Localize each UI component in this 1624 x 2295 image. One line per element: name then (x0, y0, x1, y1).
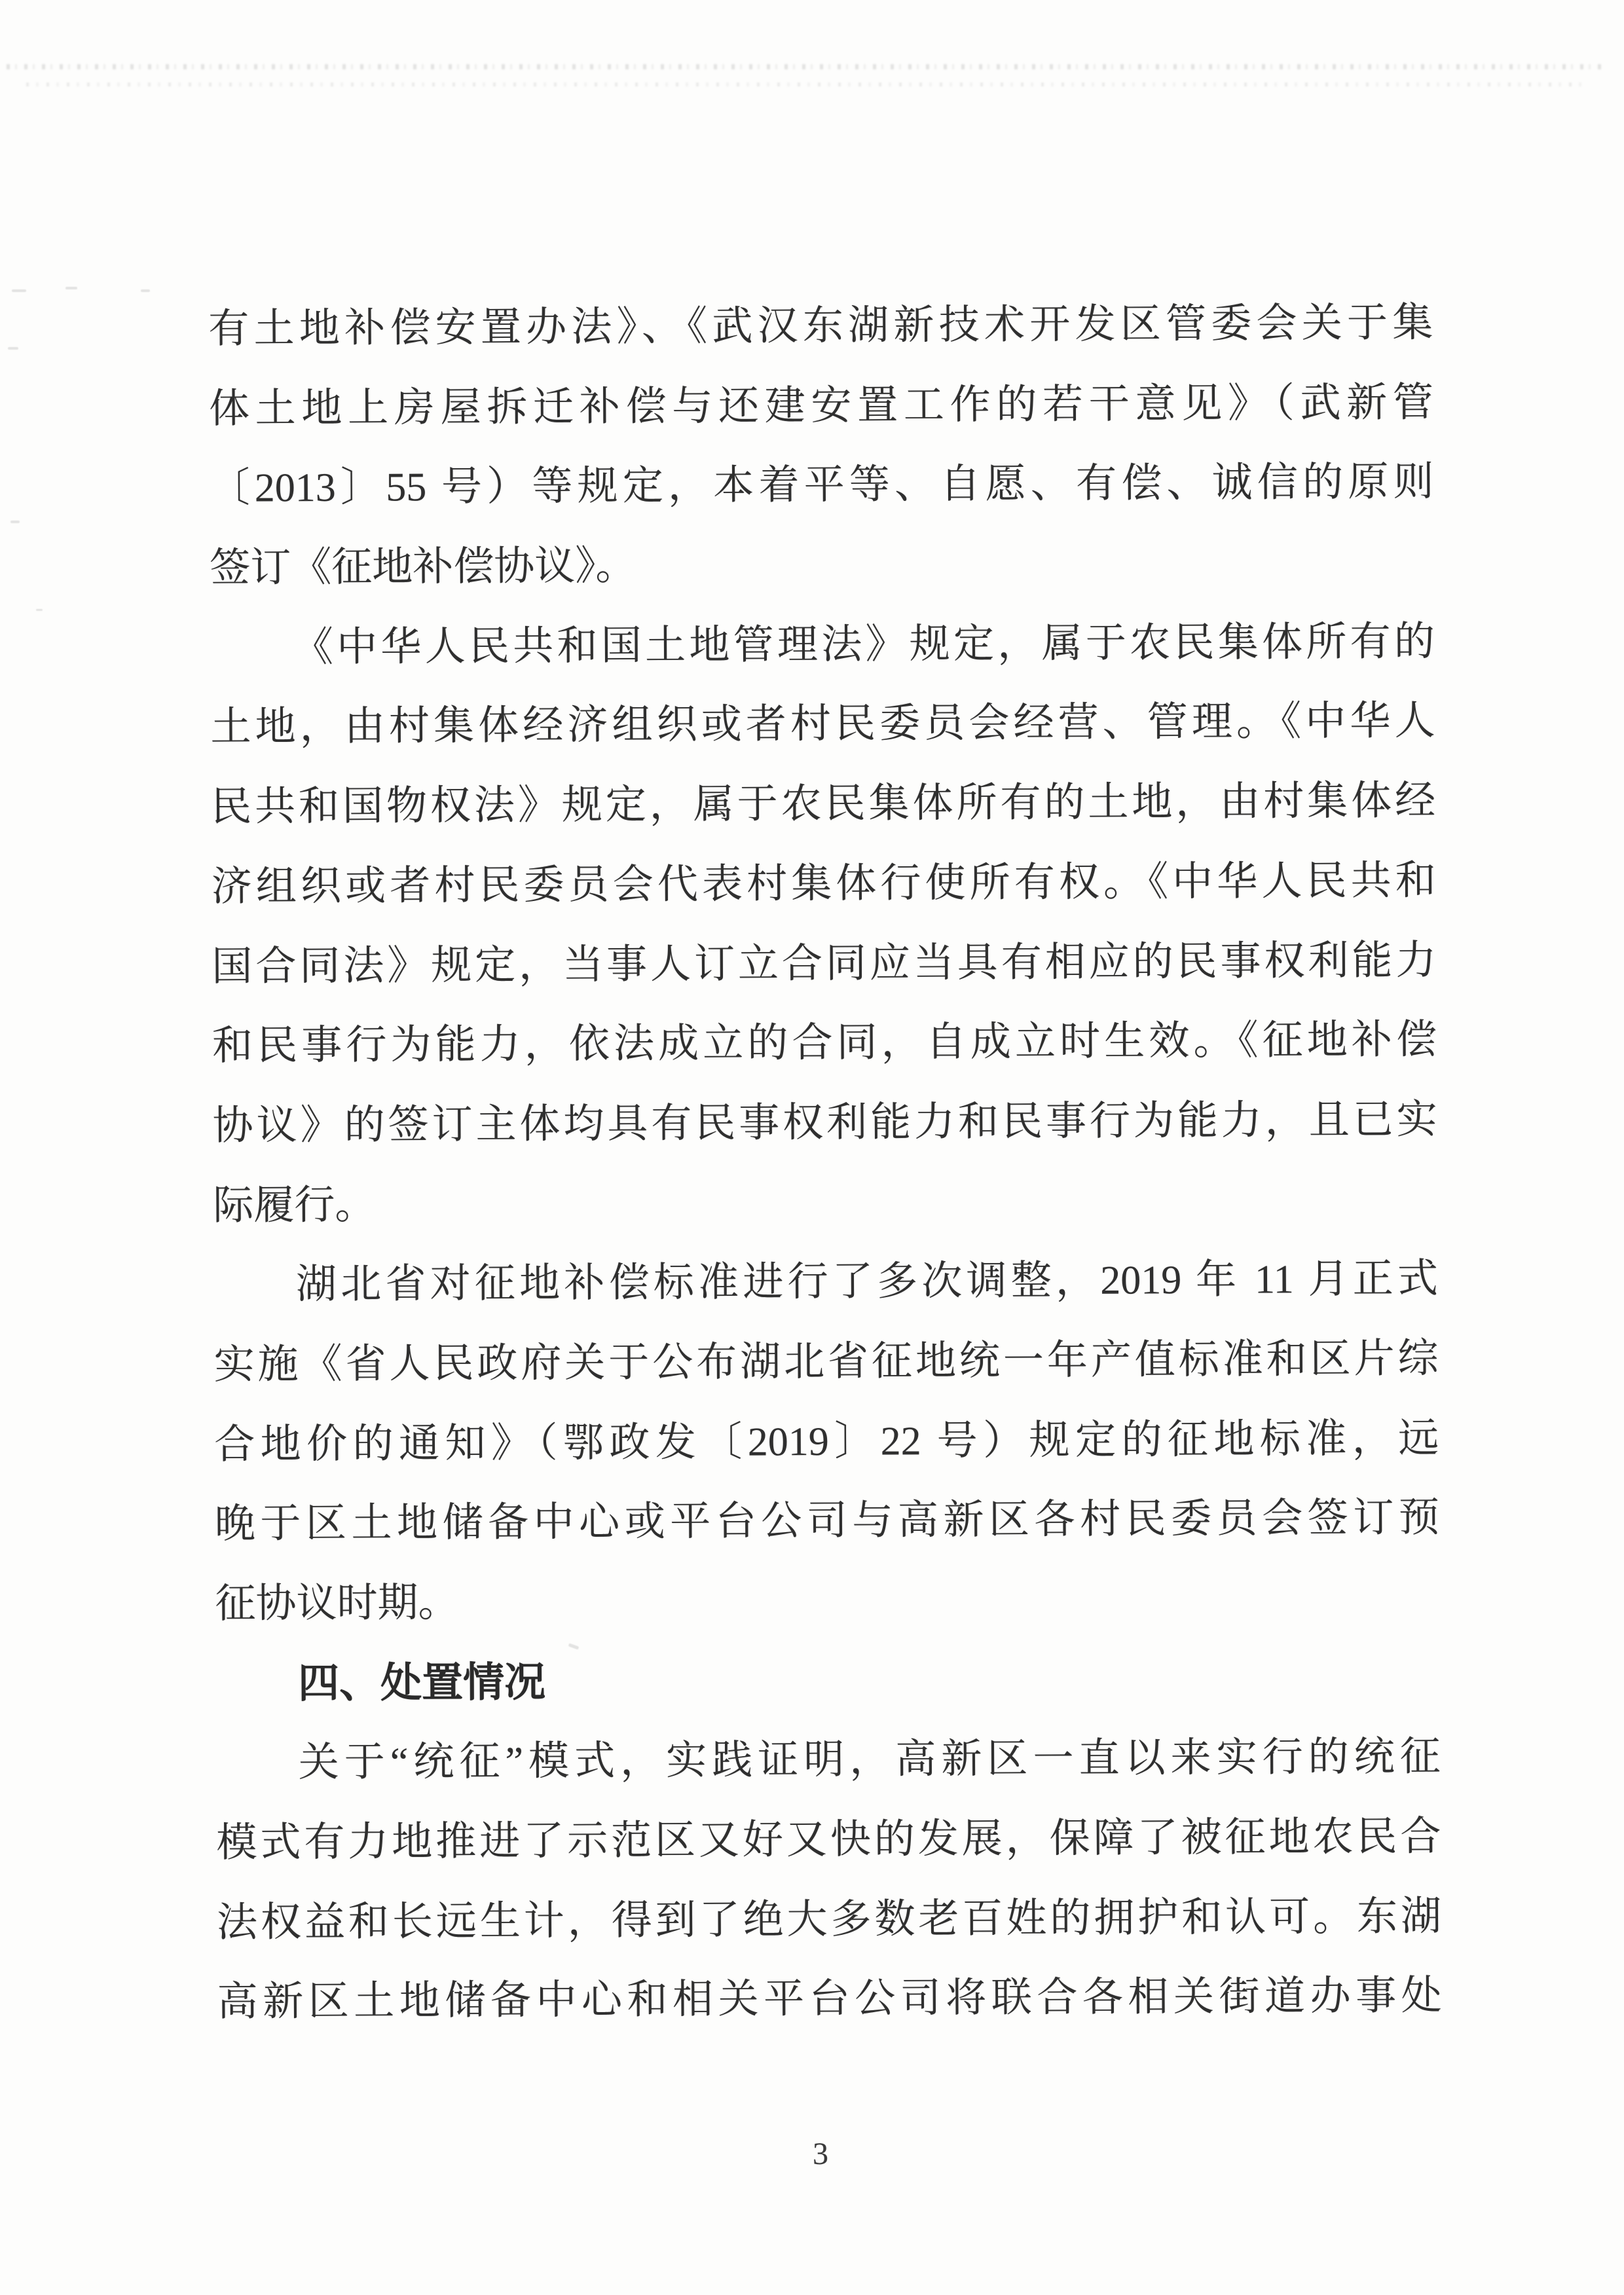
document-line: 合地价的通知》（鄂政发〔2019〕22 号）规定的征地标准，远 (214, 1416, 1439, 1467)
document-line: 有土地补偿安置办法》、《武汉东湖新技术开发区管委会关于集 (208, 301, 1433, 352)
document-line: 和民事行为能力，依法成立的合同，自成立时生效。《征地补偿 (212, 1018, 1437, 1069)
scan-speck (36, 609, 43, 611)
document-line: 高新区土地储备中心和相关平台公司将联合各相关街道办事处 (217, 1974, 1442, 2025)
document-line: 《中华人民共和国土地管理法》规定，属于农民集体所有的 (292, 619, 1435, 670)
scan-noise-band (7, 64, 1604, 69)
document-line: 土地，由村集体经济组织或者村民委员会经营、管理。《中华人 (210, 699, 1435, 750)
document-line: 协议》的签订主体均具有民事权利能力和民事行为能力，且已实 (212, 1097, 1437, 1148)
scan-speck (10, 521, 20, 523)
scan-noise-band (26, 83, 1585, 86)
document-line: 体土地上房屋拆迁补偿与还建安置工作的若干意见》（武新管 (208, 380, 1434, 431)
scan-speck (8, 347, 18, 350)
document-line: 国合同法》规定，当事人订立合同应当具有相应的民事权利能力 (212, 938, 1437, 989)
document-line: 征协议时期。 (215, 1580, 459, 1626)
page-number: 3 (813, 2137, 828, 2171)
document-line: 模式有力地推进了示范区又好又快的发展，保障了被征地农民合 (216, 1814, 1441, 1865)
document-line: 晚于区土地储备中心或平台公司与高新区各村民委员会签订预 (214, 1496, 1440, 1547)
document-body (208, 284, 1442, 2043)
section-heading: 四、处置情况 (297, 1659, 546, 1706)
document-line: 法权益和长远生计，得到了绝大多数老百姓的拥护和认可。东湖 (216, 1894, 1442, 1945)
scan-speck (12, 289, 26, 292)
document-line: 签订《征地补偿协议》。 (210, 543, 637, 591)
document-line: 湖北省对征地补偿标准进行了多次调整，2019 年 11 月正式 (295, 1257, 1439, 1308)
document-line: 关于“统征”模式，实践证明，高新区一直以来实行的统征 (298, 1735, 1441, 1786)
document-line: 实施《省人民政府关于公布湖北省征地统一年产值标准和区片综 (213, 1336, 1439, 1387)
scan-speck (65, 287, 77, 289)
scan-speck (141, 289, 150, 292)
document-line: 〔2013〕55 号）等规定，本着平等、自愿、有偿、诚信的原则 (209, 460, 1434, 511)
document-line: 际履行。 (213, 1183, 376, 1228)
document-line: 民共和国物权法》规定，属于农民集体所有的土地，由村集体经 (210, 779, 1436, 830)
document-line: 济组织或者村民委员会代表村集体行使所有权。《中华人民共和 (211, 858, 1436, 909)
